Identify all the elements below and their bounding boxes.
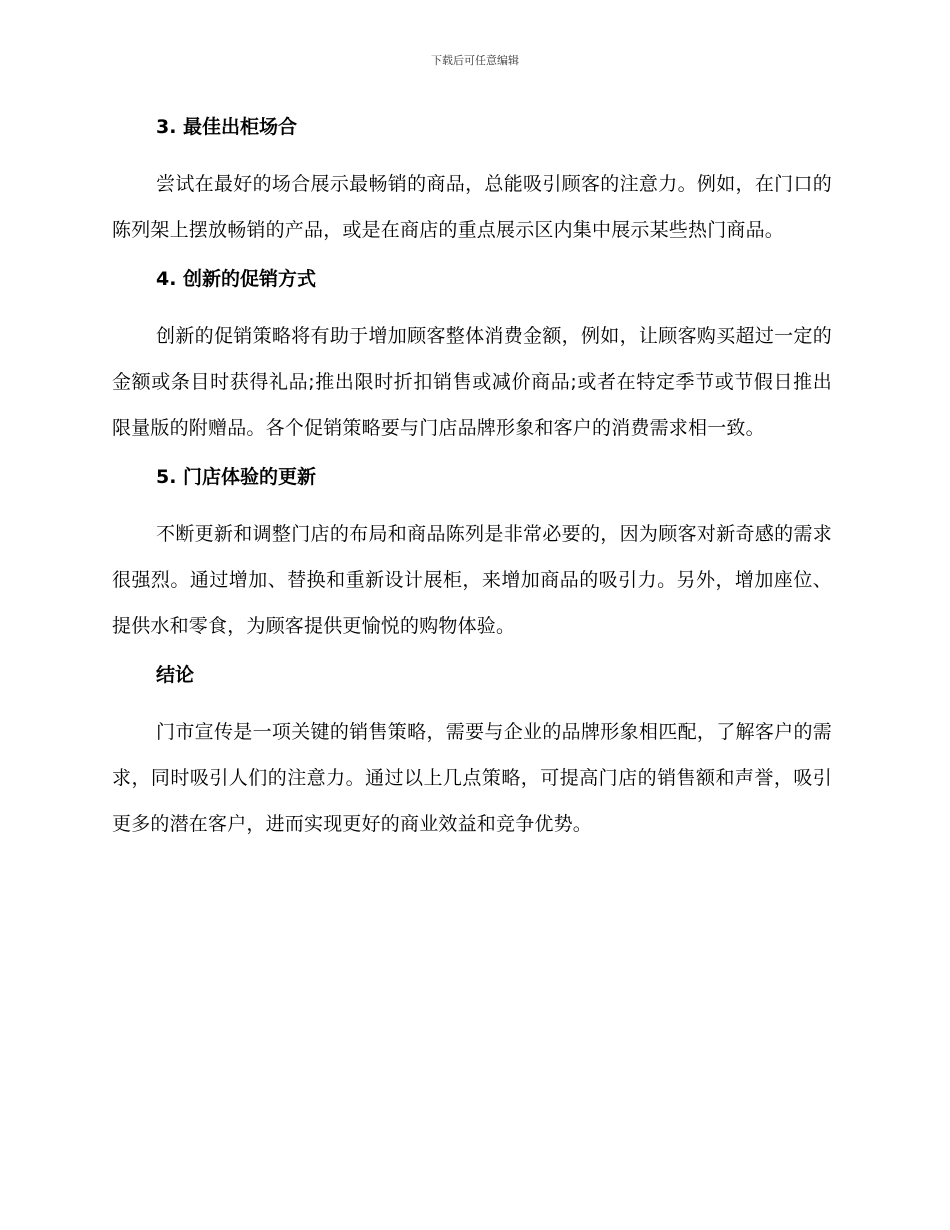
section-heading: 4. 创新的促销方式 [156, 268, 317, 290]
section-paragraph: 尝试在最好的场合展示最畅销的商品，总能吸引顾客的注意力。例如，在门口的陈列架上摆放畅销的产品，或是在商店的重点展示区内集中展示某些热门商品。 [112, 173, 832, 241]
section-heading: 结论 [156, 664, 195, 686]
page-header: 下载后可任意编辑 [431, 54, 519, 67]
section-paragraph: 门市宣传是一项关键的销售策略，需要与企业的品牌形象相匹配，了解客户的需求，同时吸引人们的注意力。通过以上几点策略，可提高门店的销售额和声誉，吸引更多的潜在客户，进而实现更好的商业效益和竞争优势。 [112, 721, 832, 835]
section-paragraph: 不断更新和调整门店的布局和商品陈列是非常必要的，因为顾客对新奇感的需求很强烈。通过增加、替换和重新设计展柜，来增加商品的吸引力。另外，增加座位、提供水和零食，为顾客提供更愉悦的购物体验。 [112, 523, 832, 637]
section-best-display-occasion [112, 112, 832, 253]
section-store-experience-update [112, 462, 832, 649]
section-innovative-promotion [112, 264, 832, 451]
section-heading: 3. 最佳出柜场合 [156, 116, 298, 138]
section-heading: 5. 门店体验的更新 [156, 466, 317, 488]
section-paragraph: 创新的促销策略将有助于增加顾客整体消费金额，例如，让顾客购买超过一定的金额或条目时获得礼品;推出限时折扣销售或减价商品;或者在特定季节或节假日推出限量版的附赠品。各个促销策略要与门店品牌形象和客户的消费需求相一致。 [112, 325, 832, 439]
document-body [112, 112, 832, 858]
section-conclusion [112, 660, 832, 847]
